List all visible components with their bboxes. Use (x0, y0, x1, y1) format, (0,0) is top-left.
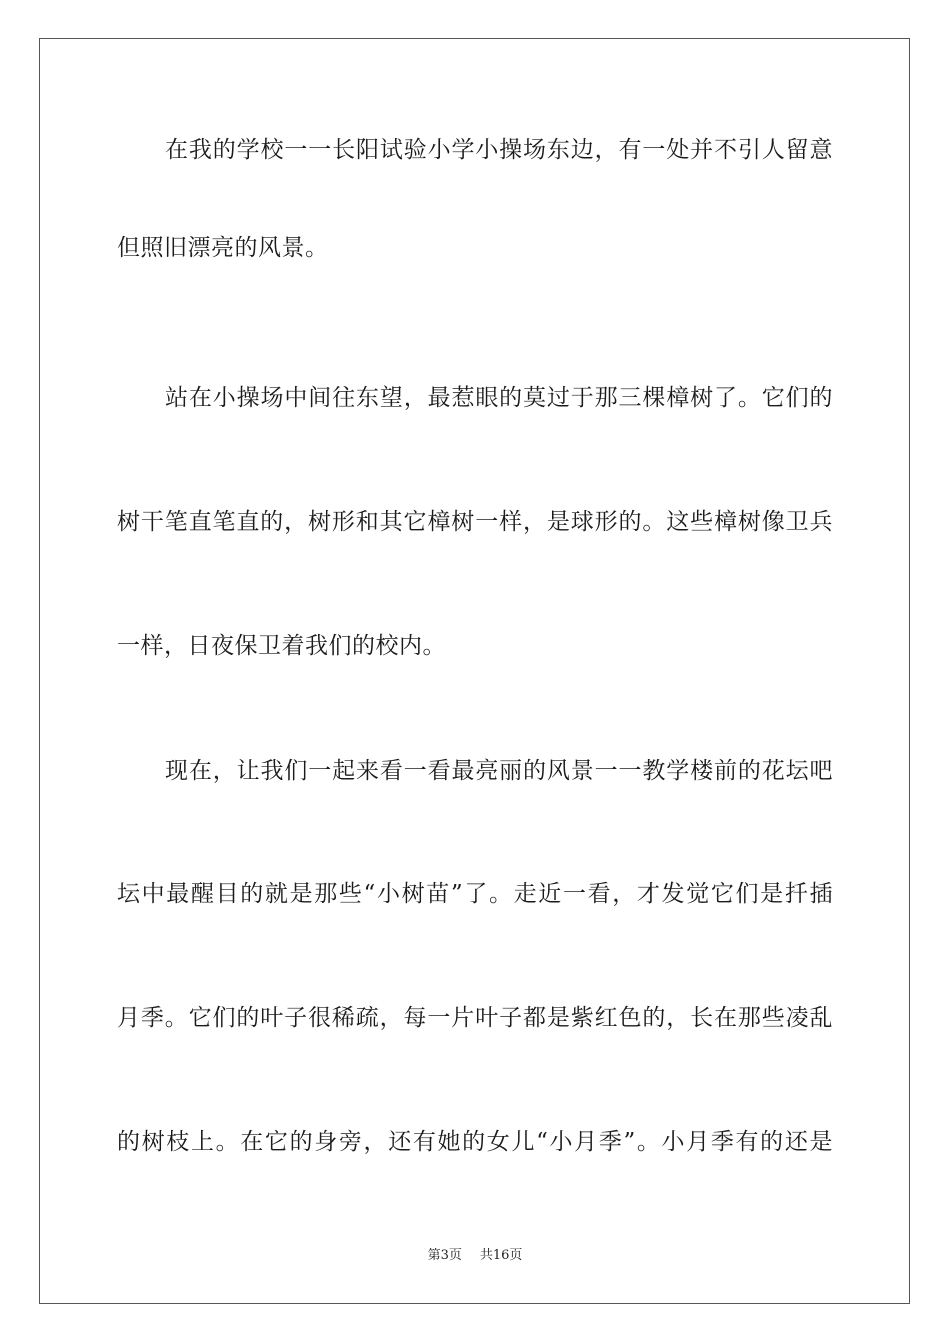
text-line-3: 站在小操场中间往东望，最惹眼的莫过于那三棵樟树了。它们的 (165, 385, 833, 411)
page-border (39, 38, 910, 1304)
text-line-4: 树干笔直笔直的，树形和其它樟树一样，是球形的。这些樟树像卫兵 (117, 509, 833, 535)
page-number: 第3页 (427, 1248, 462, 1263)
text-line-2: 但照旧漂亮的风景。 (117, 235, 329, 261)
text-line-7: 坛中最醒目的就是那些“小树苗”了。走近一看，才发觉它们是扦插 (117, 881, 833, 907)
text-line-5: 一样，日夜保卫着我们的校内。 (117, 633, 446, 659)
text-line-1: 在我的学校一一长阳试验小学小操场东边，有一处并不引人留意 (165, 137, 833, 163)
page-total: 共16页 (479, 1248, 523, 1263)
page-footer (0, 1247, 950, 1265)
text-line-8: 月季。它们的叶子很稀疏，每一片叶子都是紫红色的，长在那些凌乱 (117, 1005, 833, 1031)
text-line-6: 现在，让我们一起来看一看最亮丽的风景一一教学楼前的花坛吧 (165, 758, 833, 784)
text-line-9: 的树枝上。在它的身旁，还有她的女儿“小月季”。小月季有的还是 (117, 1129, 833, 1155)
